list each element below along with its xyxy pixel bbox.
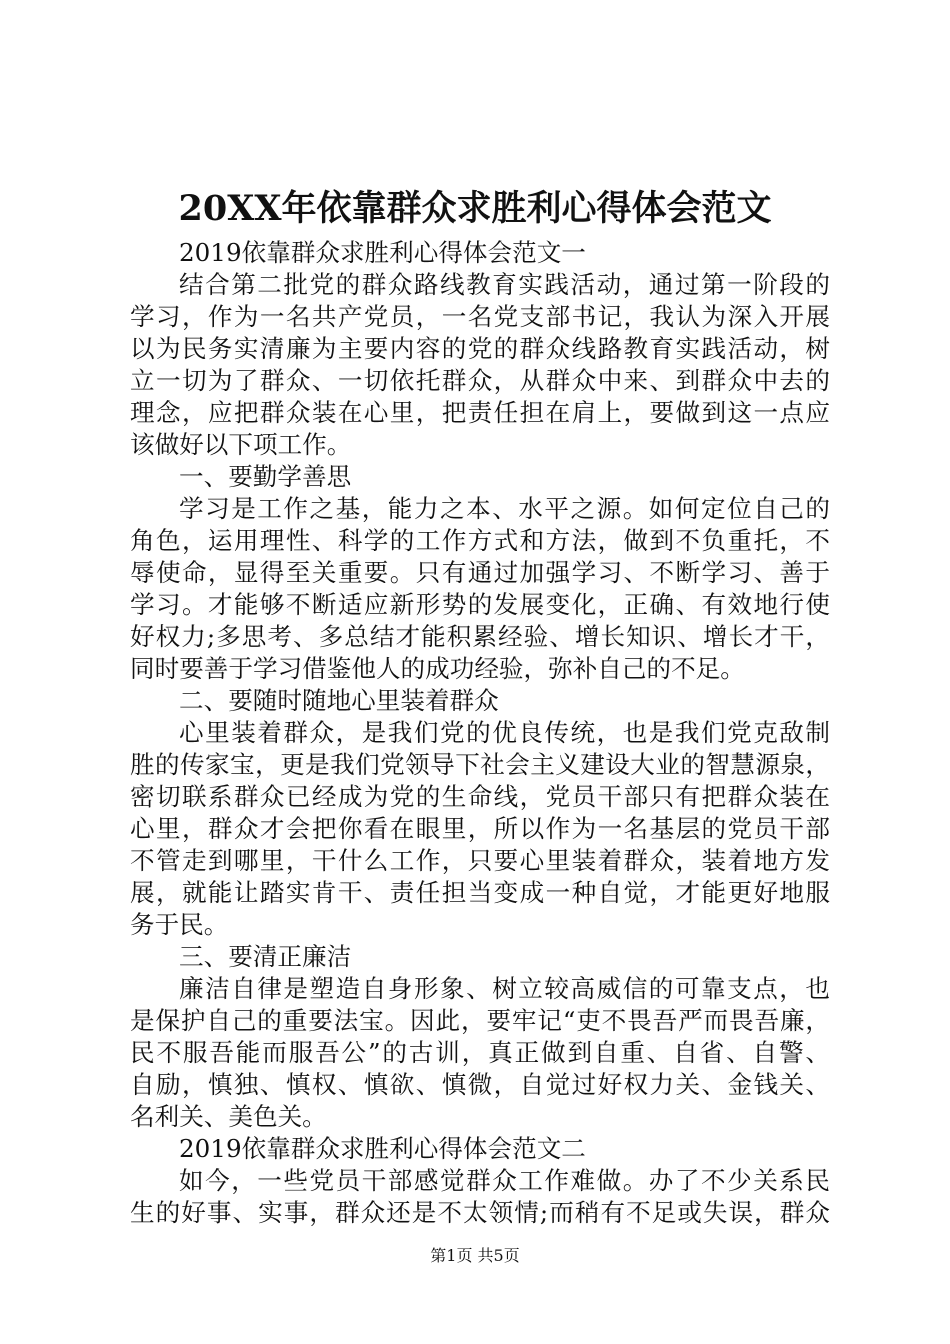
paragraph-line: 学习。才能够不断适应新形势的发展变化，正确、有效地行使 xyxy=(130,590,830,619)
paragraph-line: 自励，慎独、慎权、慎欲、慎微，自觉过好权力关、金钱关、 xyxy=(130,1070,830,1099)
paragraph-line: 是保护自己的重要法宝。因此，要牢记“吏不畏吾严而畏吾廉， xyxy=(130,1006,830,1035)
paragraph-line: 2019依靠群众求胜利心得体会范文一 xyxy=(179,238,586,267)
paragraph-line: 以为民务实清廉为主要内容的党的群众线路教育实践活动，树 xyxy=(130,334,830,363)
paragraph-line: 理念，应把群众装在心里，把责任担在肩上，要做到这一点应 xyxy=(130,398,830,427)
paragraph-line: 结合第二批党的群众路线教育实践活动，通过第一阶段的 xyxy=(179,270,830,299)
paragraph-line: 展，就能让踏实肯干、责任担当变成一种自觉，才能更好地服 xyxy=(130,878,830,907)
paragraph-line: 如今，一些党员干部感觉群众工作难做。办了不少关系民 xyxy=(179,1166,830,1195)
paragraph-line: 学习是工作之基，能力之本、水平之源。如何定位自己的 xyxy=(179,494,830,523)
paragraph-line: 廉洁自律是塑造自身形象、树立较高威信的可靠支点，也 xyxy=(179,974,830,1003)
paragraph-line: 民不服吾能而服吾公”的古训，真正做到自重、自省、自警、 xyxy=(130,1038,830,1067)
paragraph-line: 辱使命，显得至关重要。只有通过加强学习、不断学习、善于 xyxy=(130,558,830,587)
paragraph-line: 心里，群众才会把你看在眼里，所以作为一名基层的党员干部 xyxy=(130,814,830,843)
paragraph-line: 好权力;多思考、多总结才能积累经验、增长知识、增长才干， xyxy=(130,622,830,651)
paragraph-line: 同时要善于学习借鉴他人的成功经验，弥补自己的不足。 xyxy=(130,654,745,683)
paragraph-line: 名利关、美色关。 xyxy=(130,1102,327,1131)
paragraph-line: 心里装着群众，是我们党的优良传统，也是我们党克敌制 xyxy=(179,718,830,747)
paragraph-line: 一、要勤学善思 xyxy=(179,462,352,491)
page-footer: 第1页 共5页 xyxy=(430,1246,520,1265)
paragraph-line: 二、要随时随地心里装着群众 xyxy=(179,686,499,715)
paragraph-line: 学习，作为一名共产党员，一名党支部书记，我认为深入开展 xyxy=(130,302,830,331)
paragraph-line: 生的好事、实事，群众还是不太领情;而稍有不足或失误，群众 xyxy=(130,1198,830,1227)
paragraph-line: 立一切为了群众、一切依托群众，从群众中来、到群众中去的 xyxy=(130,366,830,395)
paragraph-line: 该做好以下项工作。 xyxy=(130,430,352,459)
document-body xyxy=(130,237,830,1229)
paragraph-line: 不管走到哪里，干什么工作，只要心里装着群众，装着地方发 xyxy=(130,846,830,875)
paragraph-line: 密切联系群众已经成为党的生命线，党员干部只有把群众装在 xyxy=(130,782,830,811)
paragraph-line: 胜的传家宝，更是我们党领导下社会主义建设大业的智慧源泉， xyxy=(130,750,830,779)
paragraph-line: 2019依靠群众求胜利心得体会范文二 xyxy=(179,1134,586,1163)
paragraph-line: 三、要清正廉洁 xyxy=(179,942,352,971)
paragraph-line: 角色，运用理性、科学的工作方式和方法，做到不负重托，不 xyxy=(130,526,830,555)
paragraph-line: 务于民。 xyxy=(130,910,229,939)
document-title: 20XX年依靠群众求胜利心得体会范文 xyxy=(178,188,772,229)
